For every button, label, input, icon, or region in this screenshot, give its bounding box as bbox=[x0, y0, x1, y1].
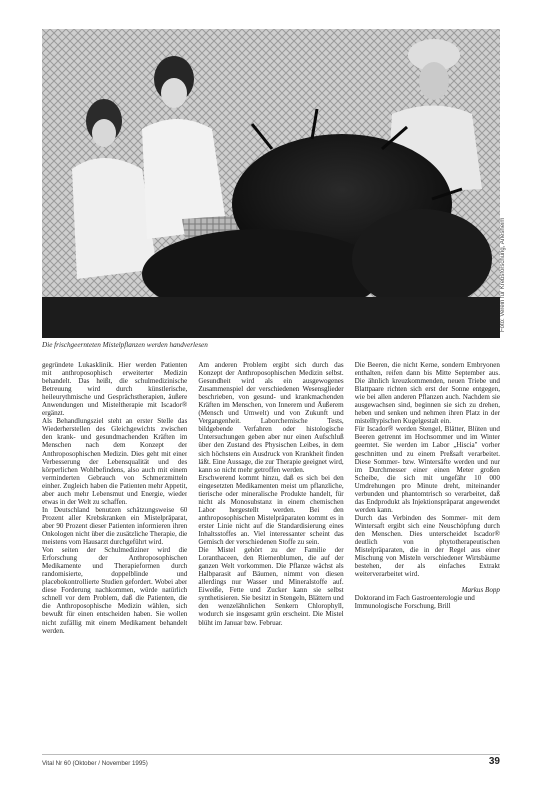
photo-illustration bbox=[42, 29, 500, 338]
text-column-2 bbox=[198, 361, 343, 739]
paragraph: gegründete Lukasklinik. Hier werden Patienten mit anthroposophisch erweiterter Medizin behandelt. Das heißt, die schulmedizinische Betreuung wird durch künstlerische, heileurythmische und Gesprächstherapien, äußere Anwendungen und Misteltherapie mit Iscador® ergänzt. bbox=[42, 361, 188, 418]
paragraph: Als Behandlungsziel steht an erster Stelle das Wiederherstellen des Gleichgewichts zwischen den krank- und gesundmachenden Kräften im Menschen nach dem Konzept der Anthroposophischen Medizin. Dies geht mit einer Verbesserung der Lebensqualität und des körperlichen Wohlbefindens, also auch mit einem verminderten Gebrauch von Schmerzmitteln einher. Zugleich haben die Patienten mehr Appetit, aber auch mehr Lebensmut und Energie, wieder etwas in der Welt zu schaffen. bbox=[42, 417, 188, 506]
paragraph: Von seiten der Schulmediziner wird die Erforschung der Anthroposophischen Medikamente und Therapieformen durch randomisierte, doppelblinde und placebokontrollierte Studien gefordert. Wobei aber diese Forderung nachkommen, würde natürlich schnell vor dem Problem, daß die Patienten, die die Anthroposophische Medizin wählen, sich bewußt für einen entscheiden haben. Sie wollen nicht zufällig mit einem Medikament behandelt werden. bbox=[42, 546, 188, 635]
paragraph: Am anderen Problem ergibt sich durch das Konzept der Anthroposophischen Medizin selbst. Gesundheit wird als ein ausgewogenes Zusammenspiel der verschiedenen Wesensglieder beschrieben, von gesund- und krankmachenden Kräften im Menschen, von Innerem und Äußerem (Mensch und Umwelt) und von Zukunft und Vergangenheit. Laborchemische Tests, bildgebende Verfahren oder histologische Untersuchungen geben aber nur einen Aufschluß über den Zustand des Physischen Leibes, in dem sich höchstens ein Ausdruck von Krankheit finden läßt. Eine Aussage, die zur Therapie geeignet wird, kann so nicht mehr getroffen werden. bbox=[198, 361, 344, 474]
author-signature bbox=[355, 586, 500, 610]
paragraph: In Deutschland benutzen schätzungsweise 60 Prozent aller Krebskranken ein Mistelpräparat, aber 90 Prozent dieser Patienten informieren ihren Onkologen nicht über die zusätzliche Therapie, die meistens vom Hausarzt durchgeführt wird. bbox=[42, 505, 188, 547]
issue-info: Vital Nr 60 (Oktober / November 1995) bbox=[42, 760, 148, 767]
article-body bbox=[42, 361, 500, 739]
author-name: Markus Bopp bbox=[461, 586, 500, 595]
page-number: 39 bbox=[488, 756, 500, 767]
paragraph: Die Mistel gehört zu der Familie der Loranthaceen, den Riemenblumen, die auf der ganzen Welt vorkommen. Die Pflanze wächst als Halbparasit auf Bäumen, nimmt von diesen allerdings nur Wasser und Mineralstoffe auf. Eiweiße, Fette und Zucker kann sie selbst synthetisieren. Sie besitzt in Stengeln, Blättern und den wenzelähnlichen Senkern Chlorophyll, wodurch sie insgesamt grün erscheint. Die Mistel blüht im Januar bzw. Februar. bbox=[198, 546, 344, 627]
text-column-3 bbox=[355, 361, 500, 739]
text-column-1 bbox=[42, 361, 187, 739]
page-footer bbox=[42, 754, 500, 768]
paragraph: Die Beeren, die nicht Kerne, sondern Embryonen enthalten, reifen dann bis Mitte September aus. Die ähnlich kreuzkommenden, neuen Triebe und Blattpaare richten sich erst der Sonne entgegen, wie bei allen anderen Pflanzen auch. Nachdem sie ausgewachsen sind, beginnen sie sich zu drehen, heben und senken und nehmen ihren Platz in der mistelltypischen Kugelgestalt ein. bbox=[354, 361, 500, 426]
author-title: Doktorand im Fach Gastroenterologie und Immunologische Forschung, Brill bbox=[354, 594, 475, 611]
photo-caption: Die frischgeernteten Mistelpflanzen werden handverlesen bbox=[42, 341, 208, 349]
photo-credit: Foto: Verein für Krebsforschung, Arlesheim bbox=[500, 217, 506, 332]
paragraph: Durch das Verbinden des Sommer- mit dem Wintersaft ergibt sich eine Neuschöpfung durch den Menschen. Dies unterscheidet Iscador® deutlich von phytotherapeutischen Mistelpräparaten, die in der Regel aus einer Mischung von Misteln verschiedener Wirtsbäume bestehen, der als einfaches Extrakt weiterverarbeitet wird. bbox=[354, 513, 500, 579]
paragraph: Für Iscador® werden Stengel, Blätter, Blüten und Beeren getrennt im Hochsommer und im Winter geerntet. Sie werden im Labor „Hiscia" vorher geschnitten und zu einem Preßsaft verarbeitet. Diese Sommer- bzw. Wintersäfte werden und nur im Durchmesser einer einen Meter großen Scheibe, die sich mit ungefähr 10 000 Umdrehungen pro Minute dreht, miteinander verbunden und phantomtrisch so verarbeitet, daß das Endprodukt als Injektionspräparat angewendet werden kann. bbox=[354, 425, 500, 514]
paragraph: Erschwerend kommt hinzu, daß es sich bei den eingesetzten Medikamenten meist um pflanzliche, tierische oder mineralische Produkte handelt, für nicht als Monosubstanz in einem chemischen Labor hergestellt werden. Bei den anthroposophischen Mistelpräparaten kommt es in erster Linie nicht auf die Standardisierung eines Inhaltsstoffes an. Viel interessanter scheint das Gemisch der verschiedenen Stoffe zu sein. bbox=[198, 473, 344, 547]
article-photo bbox=[42, 29, 500, 338]
